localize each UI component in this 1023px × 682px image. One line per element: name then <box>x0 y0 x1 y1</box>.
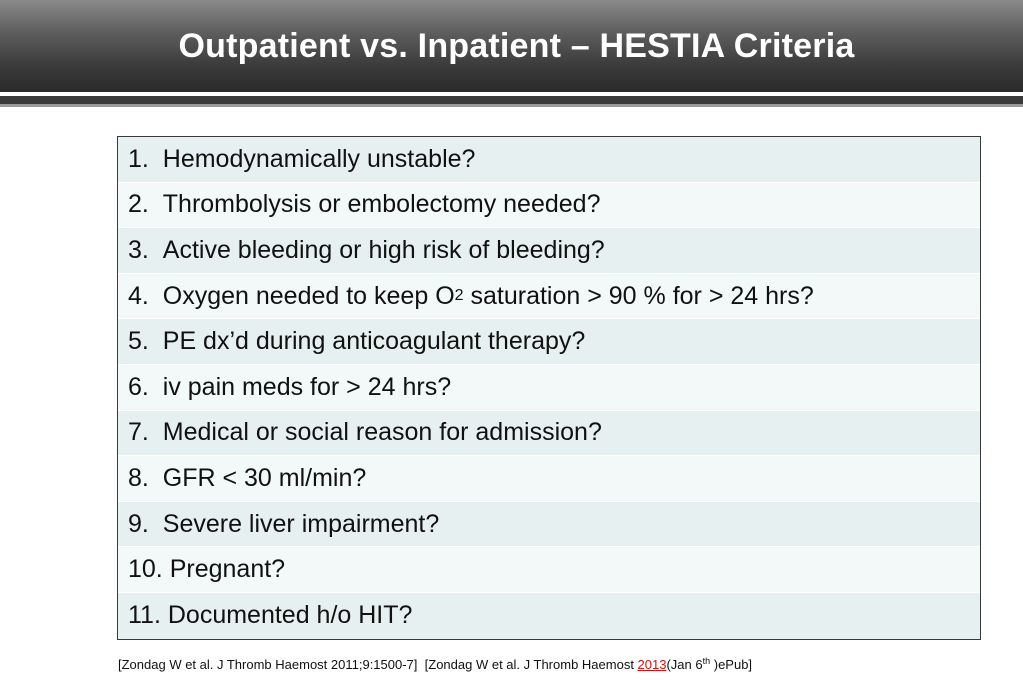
citation-year-link[interactable]: 2013 <box>637 657 667 672</box>
citation-superscript: th <box>702 656 711 666</box>
title-divider-thin <box>0 104 1023 107</box>
criteria-text: Medical or social reason for admission? <box>162 418 602 447</box>
criteria-text: Severe liver impairment? <box>162 509 440 538</box>
criteria-text: Documented h/o HIT? <box>167 601 413 630</box>
criteria-text: GFR < 30 ml/min? <box>162 463 367 492</box>
criteria-number: 6. <box>128 372 149 401</box>
criteria-row-6 <box>118 365 980 411</box>
criteria-number: 5. <box>128 327 149 356</box>
criteria-row-7 <box>118 411 980 457</box>
criteria-number: 3. <box>128 235 149 264</box>
criteria-row-1 <box>118 137 980 183</box>
citation-first: [Zondag W et al. J Thromb Haemost 2011;9:1500-7] <box>118 657 418 672</box>
slide-title: Outpatient vs. Inpatient – HESTIA Criteria <box>178 26 855 65</box>
title-divider <box>0 96 1023 104</box>
criteria-number: 9. <box>128 509 149 538</box>
criteria-number: 8. <box>128 463 149 492</box>
criteria-row-4 <box>118 274 980 320</box>
criteria-row-11 <box>118 593 980 639</box>
criteria-number: 1. <box>128 144 149 173</box>
criteria-text-after: saturation > 90 % for > 24 hrs? <box>463 281 814 310</box>
criteria-text: Thrombolysis or embolectomy needed? <box>162 190 601 219</box>
criteria-number: 10. <box>128 555 163 584</box>
criteria-text: Active bleeding or high risk of bleeding? <box>162 235 605 264</box>
criteria-row-5 <box>118 319 980 365</box>
criteria-text-before: Oxygen needed to keep O <box>162 281 455 310</box>
criteria-text: iv pain meds for > 24 hrs? <box>162 372 452 401</box>
subscript-2: 2 <box>454 287 464 305</box>
citation-second-suffix: )ePub] <box>710 657 753 672</box>
criteria-text: Pregnant? <box>169 555 286 584</box>
criteria-row-9 <box>118 502 980 548</box>
criteria-row-3 <box>118 228 980 274</box>
citation-second-mid: (Jan 6 <box>666 657 703 672</box>
criteria-number: 4. <box>128 281 149 310</box>
citation-footer <box>118 656 752 672</box>
criteria-number: 2. <box>128 190 149 219</box>
criteria-number: 7. <box>128 418 149 447</box>
criteria-table <box>117 136 981 640</box>
criteria-row-8 <box>118 456 980 502</box>
criteria-row-10 <box>118 547 980 593</box>
criteria-text: PE dx’d during anticoagulant therapy? <box>162 327 586 356</box>
criteria-row-2 <box>118 183 980 229</box>
criteria-number: 11. <box>128 601 161 630</box>
criteria-text: Hemodynamically unstable? <box>162 144 476 173</box>
citation-second-prefix: [Zondag W et al. J Thromb Haemost <box>424 657 638 672</box>
